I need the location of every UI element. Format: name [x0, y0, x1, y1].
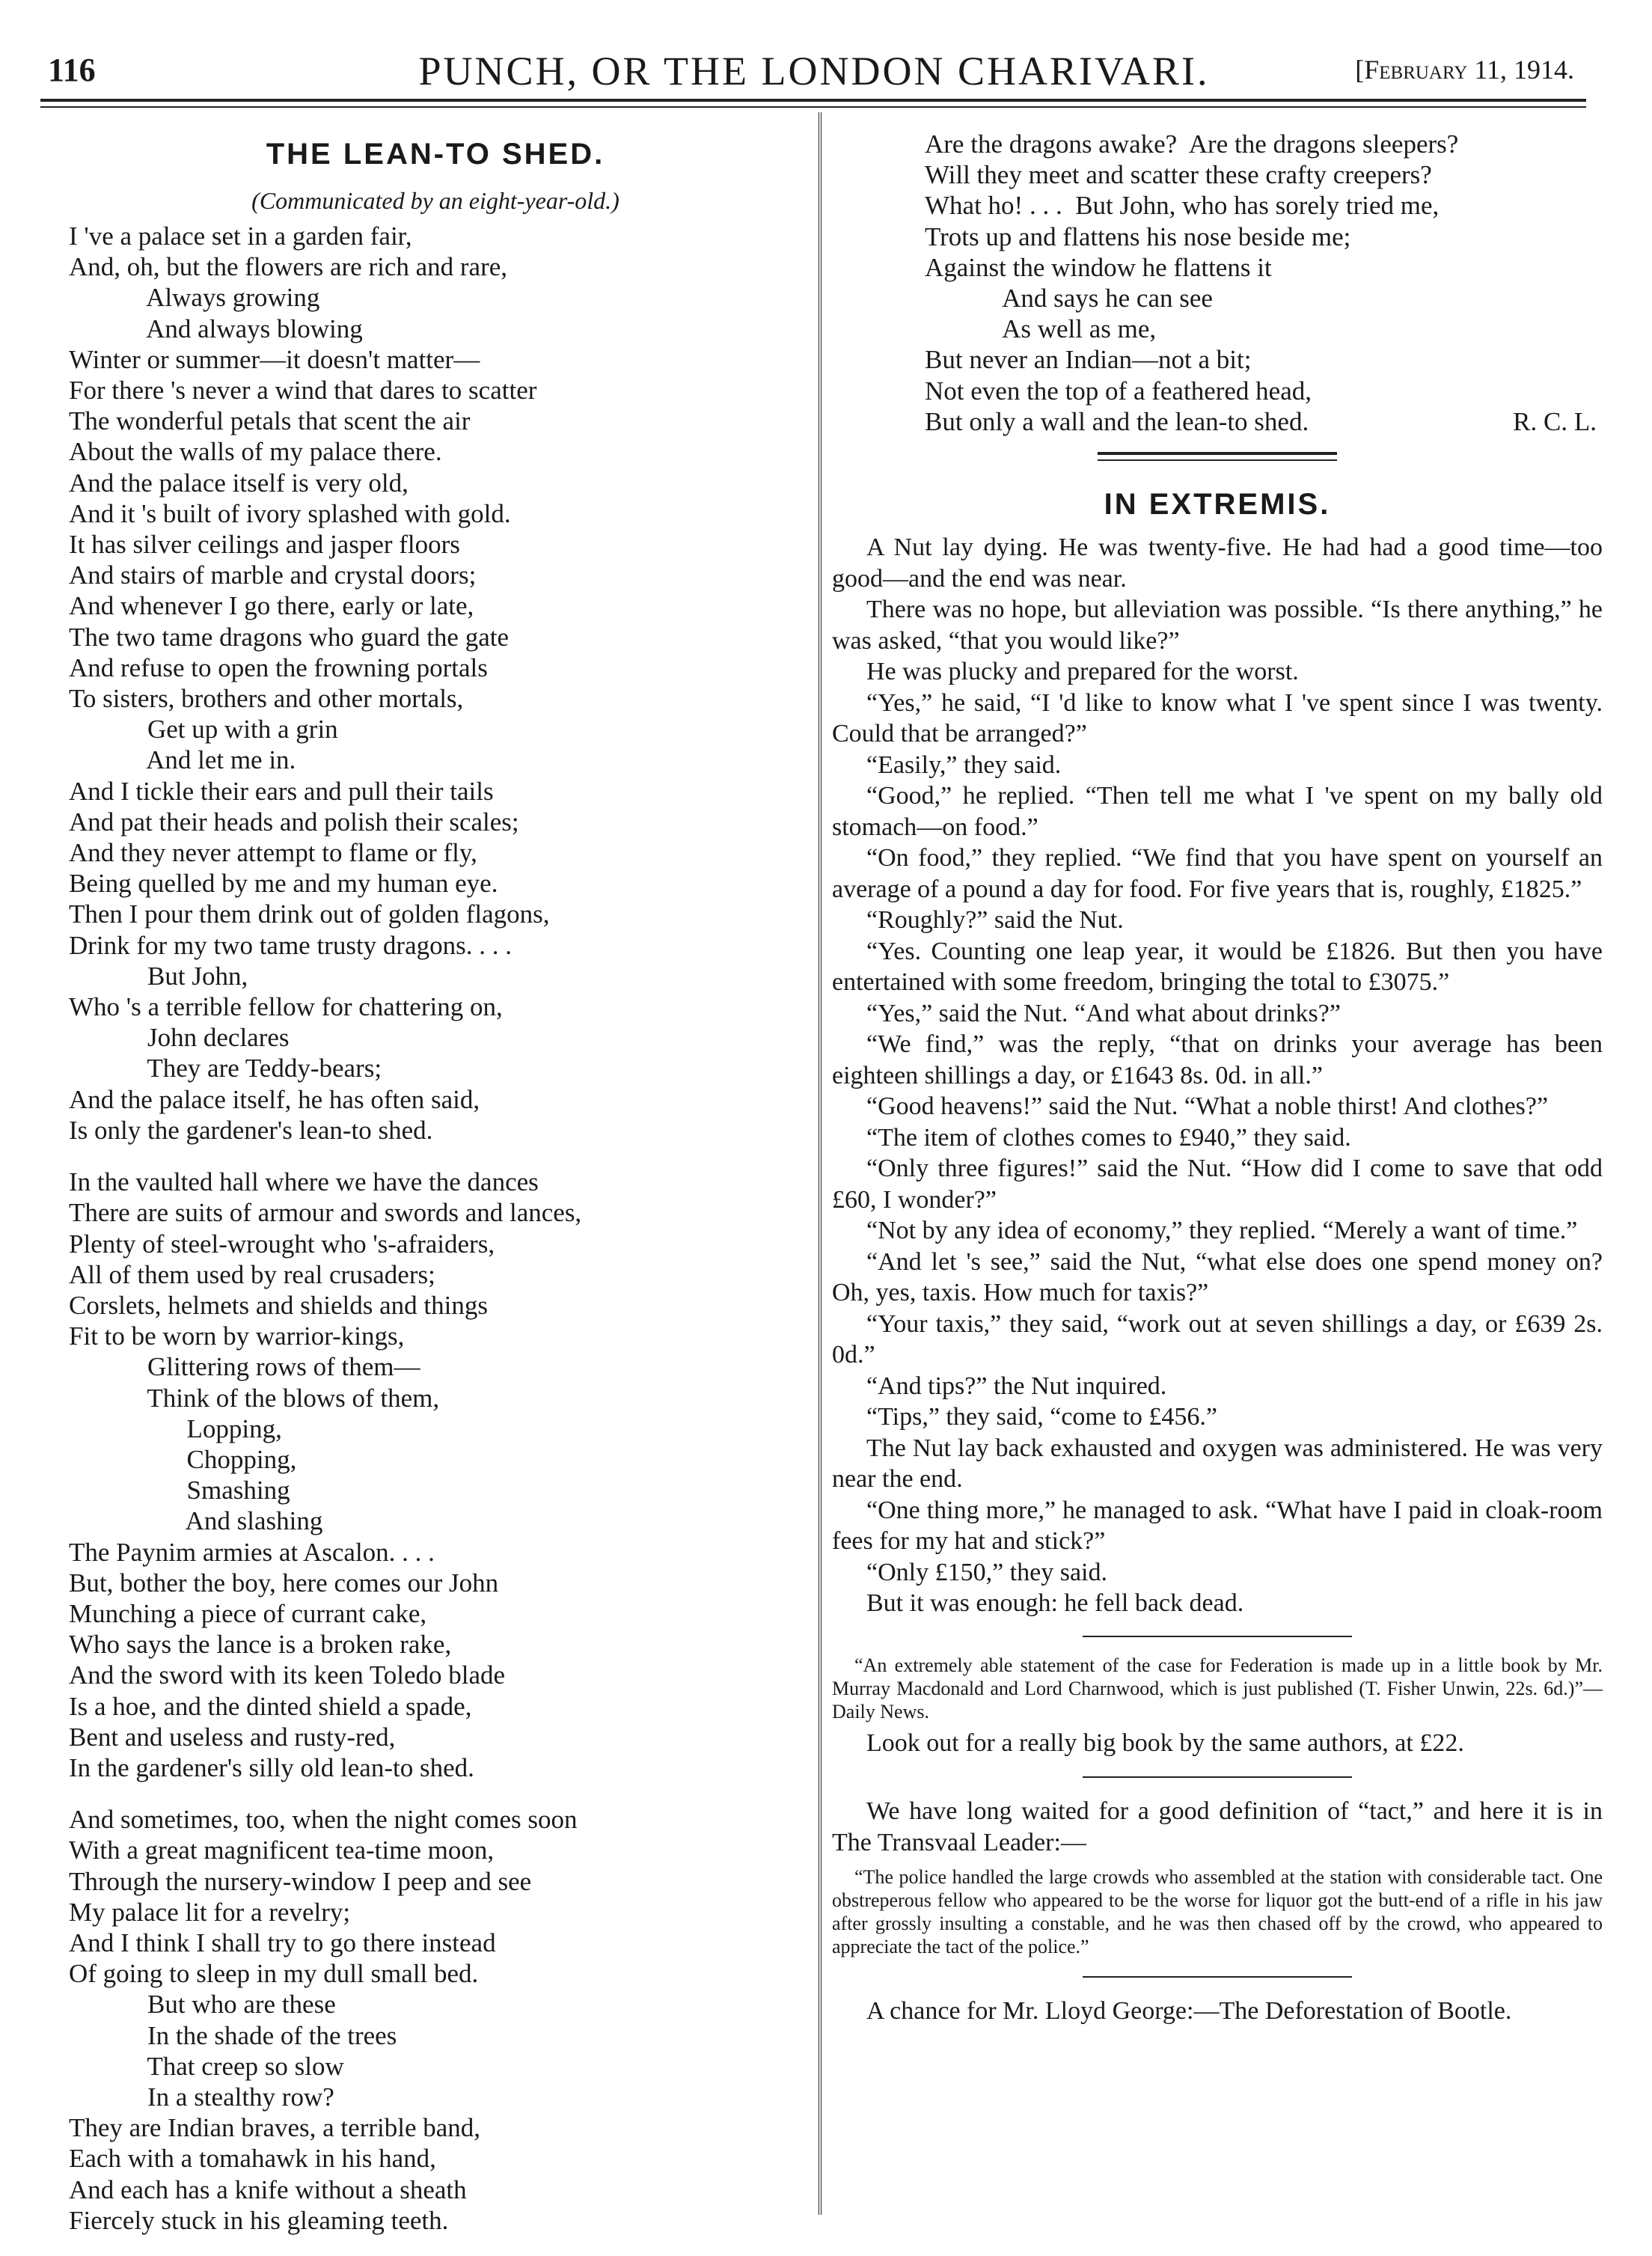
- poem-line: And I tickle their ears and pull their tails: [69, 776, 494, 806]
- article-paragraph: “Only £150,” they said.: [866, 1558, 1107, 1586]
- poem-title: THE LEAN-TO SHED.: [266, 138, 605, 171]
- poem-line: And, oh, but the flowers are rich and rare,: [69, 252, 508, 282]
- poem-line: They are Indian braves, a terrible band,: [69, 2113, 481, 2143]
- article-paragraph: “Your taxis,” they said, “work out at seven shillings a day, or £639 2s. 0d.”: [832, 1309, 1603, 1369]
- tact-quote: “The police handled the large crowds who assembled at the station with considerable tact. One obstreperous fellow who appeared to be the worse for liquor got the butt-end of a rifle in his jaw after grossly insulting a constable, and he was then chased off by the crowd, who appeared to appreciate the tact of the police.”: [832, 1866, 1603, 1958]
- poem-line: Always growing: [69, 283, 320, 313]
- page-header: [43, 46, 1585, 102]
- poem-line: Smashing: [69, 1476, 290, 1505]
- article-paragraph: He was plucky and prepared for the worst.: [866, 658, 1299, 686]
- poem-line: With a great magnificent tea-time moon,: [69, 1835, 495, 1865]
- poem-line: My palace lit for a revelry;: [69, 1897, 351, 1927]
- poem-line: Drink for my two tame trusty dragons. . . .: [69, 930, 512, 960]
- poem-line: And it 's built of ivory splashed with gold.: [69, 498, 511, 528]
- poem-line: Is a hoe, and the dinted shield a spade,: [69, 1691, 472, 1721]
- article-title: IN EXTREMIS.: [1104, 488, 1331, 522]
- article-paragraph: “And let 's see,” said the Nut, “what else does one spend money on? Oh, yes, taxis. How much for taxis?”: [832, 1247, 1603, 1307]
- poem-line: As well as me,: [925, 314, 1157, 344]
- poem-line: In the vaulted hall where we have the dances: [69, 1167, 539, 1197]
- poem-line: Fit to be worn by warrior-kings,: [69, 1321, 405, 1351]
- article-paragraph: “Yes,” he said, “I 'd like to know what I 've spent since I was twenty. Could that be arranged?”: [832, 688, 1603, 748]
- poem-line: And the palace itself is very old,: [69, 468, 409, 498]
- article-body: [832, 532, 1603, 1619]
- poem-line: Munching a piece of currant cake,: [69, 1598, 427, 1628]
- poem-line: And let me in.: [69, 745, 296, 775]
- section-rule: [1098, 452, 1337, 455]
- poem-line: But never an Indian—not a bit;: [925, 345, 1252, 375]
- poem-stanza: [69, 1167, 802, 1783]
- poem-line: For there 's never a wind that dares to scatter: [69, 376, 537, 406]
- poem-line: I 've a palace set in a garden fair,: [69, 221, 412, 251]
- poem-subtitle: (Communicated by an eight-year-old.): [251, 187, 620, 214]
- poem-line: Will they meet and scatter these crafty creepers?: [925, 160, 1432, 190]
- poem-line: Are the dragons awake? Are the dragons sleepers?: [925, 129, 1459, 159]
- poem-line: There are suits of armour and swords and lances,: [69, 1198, 582, 1228]
- poem-line: But who are these: [69, 1990, 336, 2020]
- poem-line: It has silver ceilings and jasper floors: [69, 530, 460, 560]
- poem-line: Get up with a grin: [69, 715, 338, 745]
- poem-stanza: [69, 221, 802, 1146]
- poem-line: About the walls of my palace there.: [69, 437, 442, 467]
- article-paragraph: “Good heavens!” said the Nut. “What a noble thirst! And clothes?”: [866, 1092, 1549, 1121]
- page-number: 116: [48, 52, 96, 88]
- poem-line: Of going to sleep in my dull small bed.: [69, 1959, 479, 1989]
- issue-date: [February 11, 1914.: [1355, 55, 1574, 85]
- article-paragraph: “Tips,” they said, “come to £456.”: [866, 1403, 1217, 1431]
- poem-line: Think of the blows of them,: [69, 1383, 440, 1413]
- article-paragraph: “One thing more,” he managed to ask. “What have I paid in cloak-room fees for my hat and stick?”: [832, 1496, 1603, 1556]
- federation-quote: “An extremely able statement of the case for Federation is made up in a little book by Mr. Murray Macdonald and Lord Charnwood, which is just published (T. Fisher Unwin, 22s. 6d.)”—Daily News.: [832, 1654, 1603, 1722]
- column-divider: [819, 112, 822, 2215]
- poem-line: But John,: [69, 961, 248, 991]
- poem-line: Plenty of steel-wrought who 's-afraiders,: [69, 1229, 495, 1259]
- poem-line: And the palace itself, he has often said,: [69, 1084, 480, 1114]
- poem-line: But, bother the boy, here comes our John: [69, 1568, 499, 1598]
- poem-line: And they never attempt to flame or fly,: [69, 838, 477, 868]
- poem-line: In the shade of the trees: [69, 2020, 397, 2050]
- poem-line: Winter or summer—it doesn't matter—: [69, 344, 480, 374]
- article-paragraph: There was no hope, but alleviation was possible. “Is there anything,” he was asked, “that you would like?”: [832, 596, 1603, 655]
- article-paragraph: “Yes,” said the Nut. “And what about drinks?”: [866, 999, 1341, 1027]
- poem-line: To sisters, brothers and other mortals,: [69, 684, 464, 714]
- poem-line: And sometimes, too, when the night comes soon: [69, 1805, 578, 1835]
- poem-signature: R. C. L.: [1513, 406, 1597, 436]
- poem-line: Against the window he flattens it: [925, 252, 1272, 282]
- poem-line: Chopping,: [69, 1444, 297, 1474]
- article-paragraph: “Roughly?” said the Nut.: [866, 906, 1124, 935]
- poem-line: And each has a knife without a sheath: [69, 2174, 467, 2204]
- right-column: [832, 112, 1603, 2027]
- poem-line: Who says the lance is a broken rake,: [69, 1630, 452, 1660]
- poem-line: Trots up and flattens his nose beside me;: [925, 221, 1351, 251]
- poem-continuation: [925, 129, 1603, 437]
- article-paragraph: “Not by any idea of economy,” they replied. “Merely a want of time.”: [866, 1217, 1578, 1245]
- poem-line: That creep so slow: [69, 2051, 344, 2081]
- poem-line: In the gardener's silly old lean-to shed.: [69, 1752, 474, 1782]
- article-paragraph: But it was enough: he fell back dead.: [866, 1589, 1244, 1618]
- publication-title: PUNCH, OR THE LONDON CHARIVARI.: [418, 49, 1210, 94]
- poem-line: John declares: [69, 1023, 290, 1053]
- poem-line: The wonderful petals that scent the air: [69, 406, 471, 436]
- poem-line: And the sword with its keen Toledo blade: [69, 1660, 506, 1690]
- poem-line: Not even the top of a feathered head,: [925, 376, 1312, 406]
- poem-line: And refuse to open the frowning portals: [69, 652, 488, 682]
- article-paragraph: The Nut lay back exhausted and oxygen was administered. He was very near the end.: [832, 1434, 1603, 1494]
- article-paragraph: “Easily,” they said.: [866, 751, 1062, 779]
- poem-line: Lopping,: [69, 1413, 282, 1443]
- poem-line: And pat their heads and polish their scales;: [69, 807, 519, 837]
- poem-line: Bent and useless and rusty-red,: [69, 1722, 396, 1752]
- poem-line: And slashing: [69, 1506, 323, 1536]
- poem-line: Who 's a terrible fellow for chattering on,: [69, 992, 503, 1022]
- poem-line: And says he can see: [925, 284, 1213, 314]
- article-paragraph: “On food,” they replied. “We find that you have spent on yourself an average of a pound a day for food. For five years that is, roughly, £1825.”: [832, 844, 1603, 903]
- poem-line: But only a wall and the lean-to shed. R. C. L.: [925, 406, 1603, 437]
- bootle-item: A chance for Mr. Lloyd George:—The Deforestation of Bootle.: [866, 1997, 1512, 2026]
- header-rule-thin: [40, 106, 1586, 108]
- article-paragraph: “Only three figures!” said the Nut. “How did I come to save that odd £60, I wonder?”: [832, 1155, 1603, 1214]
- left-column: [69, 112, 802, 2236]
- poem-line: Glittering rows of them—: [69, 1352, 420, 1382]
- poem-line: Is only the gardener's lean-to shed.: [69, 1115, 433, 1145]
- federation-comment: Look out for a really big book by the same authors, at £22.: [866, 1728, 1464, 1757]
- poem-line: And stairs of marble and crystal doors;: [69, 560, 477, 590]
- poem-line: They are Teddy-bears;: [69, 1054, 382, 1083]
- article-paragraph: “And tips?” the Nut inquired.: [866, 1372, 1167, 1400]
- poem-line: What ho! . . . But John, who has sorely tried me,: [925, 191, 1440, 221]
- poem-line: Fiercely stuck in his gleaming teeth.: [69, 2205, 449, 2235]
- poem-line: Then I pour them drink out of golden flagons,: [69, 899, 550, 929]
- article-paragraph: “We find,” was the reply, “that on drinks your average has been eighteen shillings a day, or £1643 8s. 0d. in all.”: [832, 1030, 1603, 1089]
- tact-intro: We have long waited for a good definition of “tact,” and here it is in The Transvaal Leader:—: [832, 1797, 1603, 1856]
- header-rule: [40, 99, 1586, 102]
- poem-line: The Paynim armies at Ascalon. . . .: [69, 1537, 435, 1567]
- poem-line: In a stealthy row?: [69, 2082, 334, 2112]
- poem-line: Corslets, helmets and shields and things: [69, 1290, 488, 1320]
- poem-stanza: [69, 1804, 802, 2236]
- poem-line: And whenever I go there, early or late,: [69, 591, 474, 621]
- article-paragraph: “Yes. Counting one leap year, it would be £1826. But then you have entertained with some freedom, bringing the total to £3075.”: [832, 937, 1603, 997]
- article-paragraph: “The item of clothes comes to £940,” they said.: [866, 1123, 1351, 1152]
- article-paragraph: A Nut lay dying. He was twenty-five. He had had a good time—too good—and the end was near.: [832, 534, 1603, 593]
- poem-line: And I think I shall try to go there instead: [69, 1928, 496, 1957]
- poem-line: The two tame dragons who guard the gate: [69, 622, 510, 652]
- poem-line: And always blowing: [69, 314, 363, 343]
- poem-line: All of them used by real crusaders;: [69, 1259, 435, 1289]
- article-paragraph: “Good,” he replied. “Then tell me what I 've spent on my bally old stomach—on food.”: [832, 782, 1603, 841]
- poem-line: Being quelled by me and my human eye.: [69, 869, 498, 899]
- poem-line: Through the nursery-window I peep and see: [69, 1866, 532, 1896]
- poem-line: Each with a tomahawk in his hand,: [69, 2144, 436, 2174]
